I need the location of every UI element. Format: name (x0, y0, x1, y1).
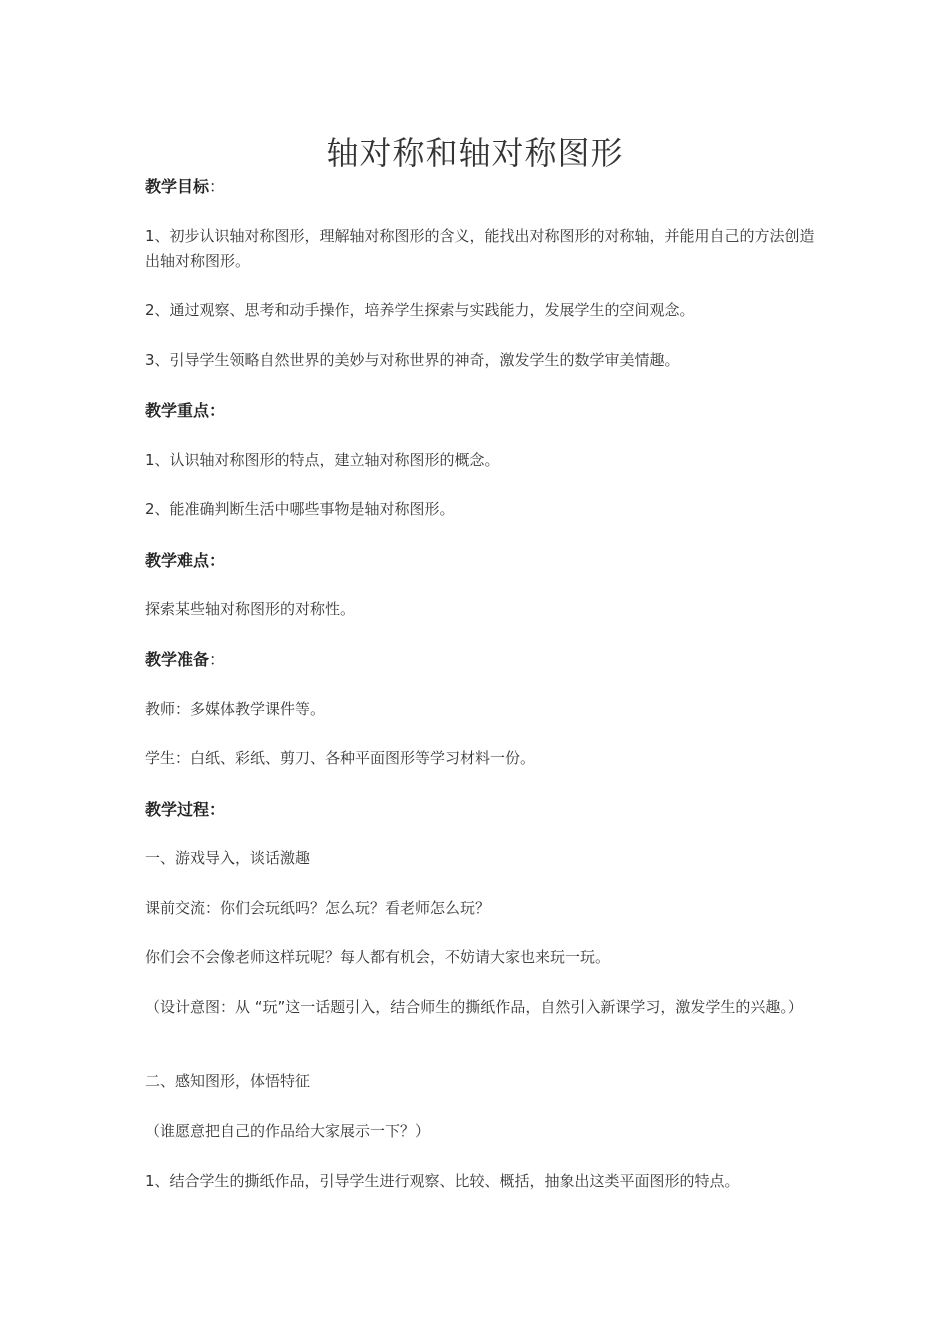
paragraph-prep-teacher: 教师：多媒体教学课件等。 (145, 700, 326, 718)
paragraph-process-2: 课前交流：你们会玩纸吗？怎么玩？看老师怎么玩？ (145, 899, 491, 917)
heading-text: 教学重点： (145, 401, 226, 420)
paragraph-process-6: （谁愿意把自己的作品给大家展示一下？） (145, 1122, 431, 1140)
paragraph-goal-2: 2、通过观察、思考和动手操作，培养学生探索与实践能力，发展学生的空间观念。 (145, 301, 695, 319)
paragraph-process-3: 你们会不会像老师这样玩呢？每人都有机会，不妨请大家也来玩一玩。 (145, 948, 611, 966)
paragraph-process-1: 一、游戏导入，谈话激趣 (145, 849, 311, 867)
paragraph-process-7: 1、结合学生的撕纸作品，引导学生进行观察、比较、概括，抽象出这类平面图形的特点。 (145, 1172, 740, 1190)
paragraph-process-4: （设计意图：从 “玩”这一话题引入，结合师生的撕纸作品，自然引入新课学习，激发学生的兴趣。） (145, 998, 803, 1016)
document-title: 轴对称和轴对称图形 (326, 134, 624, 172)
paragraph-process-5: 二、感知图形，体悟特征 (145, 1072, 311, 1090)
heading-text: 教学准备 (145, 650, 210, 669)
paragraph-key-1: 1、认识轴对称图形的特点，建立轴对称图形的概念。 (145, 451, 500, 469)
paragraph-prep-student: 学生：白纸、彩纸、剪刀、各种平面图形等学习材料一份。 (145, 749, 536, 767)
paragraph-difficulty-1: 探索某些轴对称图形的对称性。 (145, 600, 356, 618)
heading-colon: ： (209, 650, 226, 669)
paragraph-goal-3: 3、引导学生领略自然世界的美妙与对称世界的神奇，激发学生的数学审美情趣。 (145, 351, 680, 369)
section-heading-key-points (145, 398, 815, 423)
section-heading-preparation (145, 647, 815, 672)
heading-text: 教学目标 (145, 177, 210, 196)
heading-text: 教学过程： (145, 800, 226, 819)
section-heading-process (145, 797, 815, 822)
section-heading-goals (145, 174, 815, 199)
heading-text: 教学难点： (145, 551, 226, 570)
paragraph-goal-1: 1、初步认识轴对称图形，理解轴对称图形的含义，能找出对称图形的对称轴，并能用自己的方法创造出轴对称图形。 (145, 227, 815, 270)
heading-colon: ： (209, 177, 226, 196)
section-heading-difficulties (145, 548, 815, 573)
paragraph-key-2: 2、能准确判断生活中哪些事物是轴对称图形。 (145, 500, 455, 518)
